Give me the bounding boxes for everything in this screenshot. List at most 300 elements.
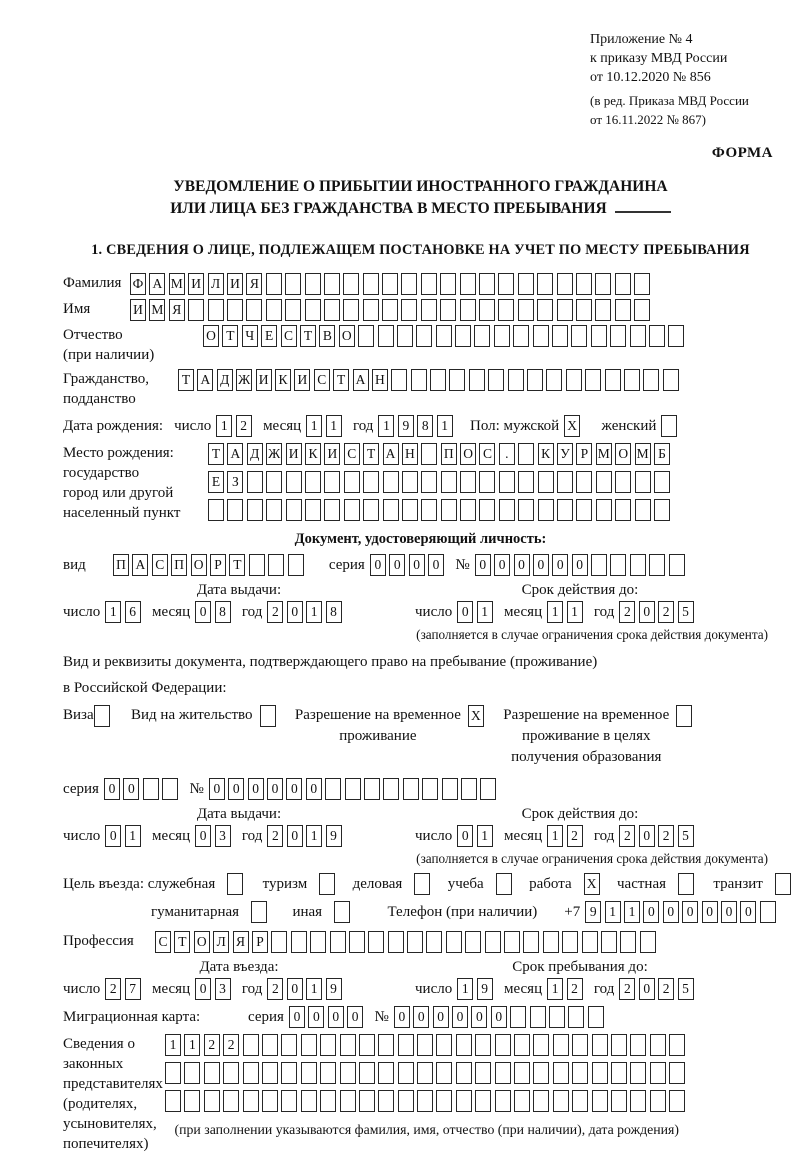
char-box[interactable]	[591, 554, 607, 576]
char-box[interactable]: 5	[678, 978, 694, 1000]
char-box[interactable]	[285, 273, 301, 295]
char-box[interactable]	[247, 471, 263, 493]
char-box[interactable]	[441, 499, 457, 521]
char-box[interactable]	[343, 299, 359, 321]
char-box[interactable]: 0	[514, 554, 530, 576]
char-box[interactable]	[417, 1062, 433, 1084]
char-box[interactable]	[449, 369, 465, 391]
char-box[interactable]: И	[286, 443, 302, 465]
char-box[interactable]	[630, 1090, 646, 1112]
char-box[interactable]: 9	[326, 978, 342, 1000]
char-box[interactable]	[527, 369, 543, 391]
char-box[interactable]: 0	[643, 901, 659, 923]
char-box[interactable]	[440, 299, 456, 321]
char-box[interactable]	[421, 471, 437, 493]
char-box[interactable]: 0	[104, 778, 120, 800]
char-box[interactable]: Р	[576, 443, 592, 465]
char-box[interactable]	[227, 299, 243, 321]
char-box[interactable]	[288, 554, 304, 576]
char-box[interactable]	[260, 705, 276, 727]
char-box[interactable]	[650, 1090, 666, 1112]
char-box[interactable]	[546, 369, 562, 391]
char-box[interactable]	[595, 299, 611, 321]
char-box[interactable]: Д	[217, 369, 233, 391]
char-box[interactable]	[455, 325, 471, 347]
char-box[interactable]	[669, 1034, 685, 1056]
char-box[interactable]	[422, 778, 438, 800]
char-box[interactable]	[562, 931, 578, 953]
char-box[interactable]	[611, 1034, 627, 1056]
char-box[interactable]: 0	[452, 1006, 468, 1028]
char-box[interactable]: 2	[223, 1034, 239, 1056]
char-box[interactable]	[650, 1034, 666, 1056]
char-box[interactable]	[271, 931, 287, 953]
char-box[interactable]	[208, 299, 224, 321]
char-box[interactable]: X	[468, 705, 484, 727]
char-box[interactable]: 0	[248, 778, 264, 800]
char-box[interactable]	[595, 273, 611, 295]
char-box[interactable]	[446, 931, 462, 953]
char-box[interactable]	[488, 369, 504, 391]
char-box[interactable]	[537, 273, 553, 295]
char-box[interactable]	[301, 1034, 317, 1056]
char-box[interactable]	[397, 325, 413, 347]
char-box[interactable]	[510, 1006, 526, 1028]
char-box[interactable]	[465, 931, 481, 953]
char-box[interactable]: И	[324, 443, 340, 465]
char-box[interactable]	[676, 705, 692, 727]
char-box[interactable]: 0	[663, 901, 679, 923]
char-box[interactable]	[495, 1090, 511, 1112]
char-box[interactable]	[266, 471, 282, 493]
char-box[interactable]	[538, 471, 554, 493]
char-box[interactable]: 0	[491, 1006, 507, 1028]
char-box[interactable]: Я	[169, 299, 185, 321]
char-box[interactable]	[436, 1062, 452, 1084]
char-box[interactable]: 2	[567, 825, 583, 847]
char-box[interactable]	[402, 499, 418, 521]
char-box[interactable]: 0	[195, 601, 211, 623]
char-box[interactable]	[460, 499, 476, 521]
char-box[interactable]: 2	[204, 1034, 220, 1056]
char-box[interactable]	[585, 369, 601, 391]
char-box[interactable]	[262, 1062, 278, 1084]
char-box[interactable]	[611, 1062, 627, 1084]
char-box[interactable]	[649, 554, 665, 576]
char-box[interactable]	[557, 471, 573, 493]
char-box[interactable]: 9	[398, 415, 414, 437]
char-box[interactable]	[605, 369, 621, 391]
char-box[interactable]: Т	[178, 369, 194, 391]
char-box[interactable]: Л	[208, 273, 224, 295]
char-box[interactable]	[421, 499, 437, 521]
char-box[interactable]	[414, 873, 430, 895]
char-box[interactable]: 0	[209, 778, 225, 800]
char-box[interactable]	[223, 1090, 239, 1112]
char-box[interactable]	[480, 778, 496, 800]
char-box[interactable]: 2	[619, 978, 635, 1000]
char-box[interactable]	[456, 1090, 472, 1112]
char-box[interactable]: 9	[326, 825, 342, 847]
char-box[interactable]	[382, 273, 398, 295]
char-box[interactable]	[514, 1034, 530, 1056]
char-box[interactable]: О	[339, 325, 355, 347]
char-box[interactable]	[340, 1034, 356, 1056]
char-box[interactable]	[334, 901, 350, 923]
char-box[interactable]	[320, 1090, 336, 1112]
char-box[interactable]	[624, 369, 640, 391]
char-box[interactable]	[208, 499, 224, 521]
char-box[interactable]: П	[113, 554, 129, 576]
char-box[interactable]	[576, 273, 592, 295]
char-box[interactable]	[440, 273, 456, 295]
char-box[interactable]: 0	[306, 778, 322, 800]
char-box[interactable]: Т	[222, 325, 238, 347]
char-box[interactable]: Ч	[242, 325, 258, 347]
char-box[interactable]	[401, 273, 417, 295]
char-box[interactable]	[358, 325, 374, 347]
char-box[interactable]	[285, 299, 301, 321]
char-box[interactable]	[325, 778, 341, 800]
char-box[interactable]	[591, 325, 607, 347]
char-box[interactable]	[266, 273, 282, 295]
char-box[interactable]	[266, 299, 282, 321]
char-box[interactable]	[320, 1034, 336, 1056]
char-box[interactable]	[635, 471, 651, 493]
char-box[interactable]: 0	[682, 901, 698, 923]
char-box[interactable]	[165, 1062, 181, 1084]
char-box[interactable]	[474, 325, 490, 347]
char-box[interactable]	[479, 299, 495, 321]
char-box[interactable]	[398, 1034, 414, 1056]
char-box[interactable]: О	[203, 325, 219, 347]
char-box[interactable]: А	[227, 443, 243, 465]
char-box[interactable]: Е	[261, 325, 277, 347]
char-box[interactable]: С	[281, 325, 297, 347]
char-box[interactable]: Б	[654, 443, 670, 465]
char-box[interactable]	[349, 931, 365, 953]
char-box[interactable]	[601, 931, 617, 953]
char-box[interactable]	[246, 299, 262, 321]
char-box[interactable]: 2	[267, 825, 283, 847]
char-box[interactable]	[537, 299, 553, 321]
char-box[interactable]: 0	[639, 825, 655, 847]
char-box[interactable]: 1	[125, 825, 141, 847]
char-box[interactable]	[227, 499, 243, 521]
char-box[interactable]: 1	[216, 415, 232, 437]
char-box[interactable]	[669, 554, 685, 576]
char-box[interactable]	[668, 325, 684, 347]
char-box[interactable]: 0	[494, 554, 510, 576]
char-box[interactable]: 2	[267, 601, 283, 623]
char-box[interactable]: 2	[267, 978, 283, 1000]
char-box[interactable]: С	[152, 554, 168, 576]
char-box[interactable]	[479, 273, 495, 295]
char-box[interactable]: С	[479, 443, 495, 465]
char-box[interactable]: М	[596, 443, 612, 465]
char-box[interactable]	[635, 499, 651, 521]
char-box[interactable]	[508, 369, 524, 391]
char-box[interactable]: 1	[547, 825, 563, 847]
char-box[interactable]	[391, 369, 407, 391]
char-box[interactable]: 0	[572, 554, 588, 576]
char-box[interactable]: Л	[213, 931, 229, 953]
char-box[interactable]	[566, 369, 582, 391]
char-box[interactable]: 1	[306, 825, 322, 847]
char-box[interactable]: Р	[210, 554, 226, 576]
char-box[interactable]: X	[564, 415, 580, 437]
char-box[interactable]	[281, 1090, 297, 1112]
char-box[interactable]	[630, 554, 646, 576]
char-box[interactable]	[378, 1034, 394, 1056]
char-box[interactable]	[760, 901, 776, 923]
char-box[interactable]	[184, 1062, 200, 1084]
char-box[interactable]: Е	[208, 471, 224, 493]
char-box[interactable]	[430, 369, 446, 391]
char-box[interactable]	[592, 1062, 608, 1084]
char-box[interactable]: 0	[639, 601, 655, 623]
char-box[interactable]: 5	[678, 601, 694, 623]
char-box[interactable]: 1	[567, 601, 583, 623]
char-box[interactable]: 0	[123, 778, 139, 800]
char-box[interactable]: 5	[678, 825, 694, 847]
char-box[interactable]	[592, 1034, 608, 1056]
char-box[interactable]	[436, 1034, 452, 1056]
char-box[interactable]	[340, 1062, 356, 1084]
char-box[interactable]	[305, 273, 321, 295]
char-box[interactable]	[588, 1006, 604, 1028]
char-box[interactable]: 1	[547, 978, 563, 1000]
char-box[interactable]	[549, 1006, 565, 1028]
char-box[interactable]	[663, 369, 679, 391]
char-box[interactable]	[251, 901, 267, 923]
char-box[interactable]: 7	[125, 978, 141, 1000]
char-box[interactable]: 1	[306, 978, 322, 1000]
char-box[interactable]	[572, 1090, 588, 1112]
char-box[interactable]	[456, 1034, 472, 1056]
char-box[interactable]	[378, 325, 394, 347]
char-box[interactable]	[247, 499, 263, 521]
char-box[interactable]: И	[188, 273, 204, 295]
char-box[interactable]	[324, 499, 340, 521]
char-box[interactable]	[442, 778, 458, 800]
char-box[interactable]: 1	[326, 415, 342, 437]
char-box[interactable]: 2	[658, 601, 674, 623]
char-box[interactable]	[494, 325, 510, 347]
char-box[interactable]	[496, 873, 512, 895]
char-box[interactable]	[513, 325, 529, 347]
char-box[interactable]	[436, 1090, 452, 1112]
char-box[interactable]: Т	[174, 931, 190, 953]
char-box[interactable]: 0	[195, 825, 211, 847]
char-box[interactable]	[305, 499, 321, 521]
char-box[interactable]: 0	[105, 825, 121, 847]
char-box[interactable]	[543, 931, 559, 953]
char-box[interactable]: 1	[184, 1034, 200, 1056]
char-box[interactable]	[343, 273, 359, 295]
char-box[interactable]: 1	[624, 901, 640, 923]
char-box[interactable]: 1	[477, 601, 493, 623]
char-box[interactable]	[499, 471, 515, 493]
char-box[interactable]	[495, 1062, 511, 1084]
char-box[interactable]	[204, 1062, 220, 1084]
char-box[interactable]: Я	[246, 273, 262, 295]
char-box[interactable]	[557, 299, 573, 321]
char-box[interactable]	[533, 1034, 549, 1056]
char-box[interactable]: 8	[326, 601, 342, 623]
char-box[interactable]	[324, 299, 340, 321]
char-box[interactable]	[243, 1090, 259, 1112]
char-box[interactable]: Я	[233, 931, 249, 953]
char-box[interactable]	[398, 1062, 414, 1084]
char-box[interactable]: 3	[215, 825, 231, 847]
char-box[interactable]: 0	[370, 554, 386, 576]
char-box[interactable]	[407, 931, 423, 953]
char-box[interactable]: 0	[533, 554, 549, 576]
char-box[interactable]: 0	[347, 1006, 363, 1028]
char-box[interactable]	[518, 471, 534, 493]
char-box[interactable]	[533, 1090, 549, 1112]
char-box[interactable]: 8	[215, 601, 231, 623]
char-box[interactable]	[634, 273, 650, 295]
char-box[interactable]	[610, 325, 626, 347]
char-box[interactable]	[518, 443, 534, 465]
char-box[interactable]: 0	[433, 1006, 449, 1028]
char-box[interactable]: П	[171, 554, 187, 576]
char-box[interactable]: 1	[547, 601, 563, 623]
char-box[interactable]: 0	[721, 901, 737, 923]
char-box[interactable]	[383, 778, 399, 800]
char-box[interactable]: И	[294, 369, 310, 391]
char-box[interactable]	[475, 1090, 491, 1112]
char-box[interactable]	[441, 471, 457, 493]
char-box[interactable]: С	[155, 931, 171, 953]
char-box[interactable]: К	[538, 443, 554, 465]
char-box[interactable]	[530, 1006, 546, 1028]
char-box[interactable]	[344, 499, 360, 521]
char-box[interactable]	[281, 1034, 297, 1056]
char-box[interactable]	[654, 499, 670, 521]
char-box[interactable]: У	[557, 443, 573, 465]
char-box[interactable]	[640, 931, 656, 953]
char-box[interactable]: 1	[605, 901, 621, 923]
char-box[interactable]	[324, 273, 340, 295]
char-box[interactable]	[630, 325, 646, 347]
char-box[interactable]: 0	[413, 1006, 429, 1028]
char-box[interactable]	[654, 471, 670, 493]
char-box[interactable]	[363, 471, 379, 493]
char-box[interactable]: 0	[228, 778, 244, 800]
char-box[interactable]	[504, 931, 520, 953]
char-box[interactable]: 9	[585, 901, 601, 923]
char-box[interactable]	[643, 369, 659, 391]
char-box[interactable]	[552, 325, 568, 347]
char-box[interactable]	[401, 299, 417, 321]
char-box[interactable]: 0	[457, 601, 473, 623]
char-box[interactable]	[319, 873, 335, 895]
char-box[interactable]	[576, 471, 592, 493]
char-box[interactable]	[378, 1090, 394, 1112]
char-box[interactable]	[630, 1062, 646, 1084]
char-box[interactable]	[281, 1062, 297, 1084]
char-box[interactable]	[475, 1062, 491, 1084]
char-box[interactable]: 0	[389, 554, 405, 576]
char-box[interactable]	[291, 931, 307, 953]
char-box[interactable]	[557, 273, 573, 295]
char-box[interactable]	[518, 299, 534, 321]
char-box[interactable]: 0	[639, 978, 655, 1000]
char-box[interactable]: О	[615, 443, 631, 465]
char-box[interactable]	[460, 299, 476, 321]
char-box[interactable]	[378, 1062, 394, 1084]
char-box[interactable]	[533, 325, 549, 347]
char-box[interactable]: М	[169, 273, 185, 295]
char-box[interactable]: 2	[567, 978, 583, 1000]
char-box[interactable]: 1	[378, 415, 394, 437]
char-box[interactable]: 0	[457, 825, 473, 847]
char-box[interactable]: Д	[247, 443, 263, 465]
char-box[interactable]: 1	[306, 601, 322, 623]
char-box[interactable]: О	[191, 554, 207, 576]
char-box[interactable]	[388, 931, 404, 953]
char-box[interactable]	[262, 1034, 278, 1056]
char-box[interactable]	[649, 325, 665, 347]
char-box[interactable]	[650, 1062, 666, 1084]
char-box[interactable]	[485, 931, 501, 953]
char-box[interactable]: 0	[195, 978, 211, 1000]
char-box[interactable]	[383, 471, 399, 493]
char-box[interactable]: 2	[658, 978, 674, 1000]
char-box[interactable]	[320, 1062, 336, 1084]
char-box[interactable]	[340, 1090, 356, 1112]
char-box[interactable]: 0	[409, 554, 425, 576]
char-box[interactable]	[456, 1062, 472, 1084]
char-box[interactable]	[436, 325, 452, 347]
char-box[interactable]: К	[275, 369, 291, 391]
char-box[interactable]	[479, 499, 495, 521]
char-box[interactable]: А	[353, 369, 369, 391]
char-box[interactable]	[286, 499, 302, 521]
char-box[interactable]	[460, 471, 476, 493]
char-box[interactable]: 6	[125, 601, 141, 623]
char-box[interactable]: 0	[287, 978, 303, 1000]
char-box[interactable]	[162, 778, 178, 800]
char-box[interactable]: 9	[477, 978, 493, 1000]
char-box[interactable]	[572, 1062, 588, 1084]
char-box[interactable]	[568, 1006, 584, 1028]
char-box[interactable]	[143, 778, 159, 800]
char-box[interactable]: Т	[363, 443, 379, 465]
char-box[interactable]	[243, 1034, 259, 1056]
char-box[interactable]	[499, 499, 515, 521]
char-box[interactable]: 0	[740, 901, 756, 923]
char-box[interactable]: Р	[252, 931, 268, 953]
char-box[interactable]	[461, 778, 477, 800]
char-box[interactable]	[223, 1062, 239, 1084]
char-box[interactable]: 2	[619, 601, 635, 623]
char-box[interactable]	[310, 931, 326, 953]
char-box[interactable]	[538, 499, 554, 521]
char-box[interactable]	[403, 778, 419, 800]
char-box[interactable]	[615, 299, 631, 321]
char-box[interactable]	[266, 499, 282, 521]
char-box[interactable]	[383, 499, 399, 521]
char-box[interactable]	[469, 369, 485, 391]
char-box[interactable]: Т	[333, 369, 349, 391]
char-box[interactable]	[421, 299, 437, 321]
char-box[interactable]: С	[314, 369, 330, 391]
char-box[interactable]	[553, 1062, 569, 1084]
